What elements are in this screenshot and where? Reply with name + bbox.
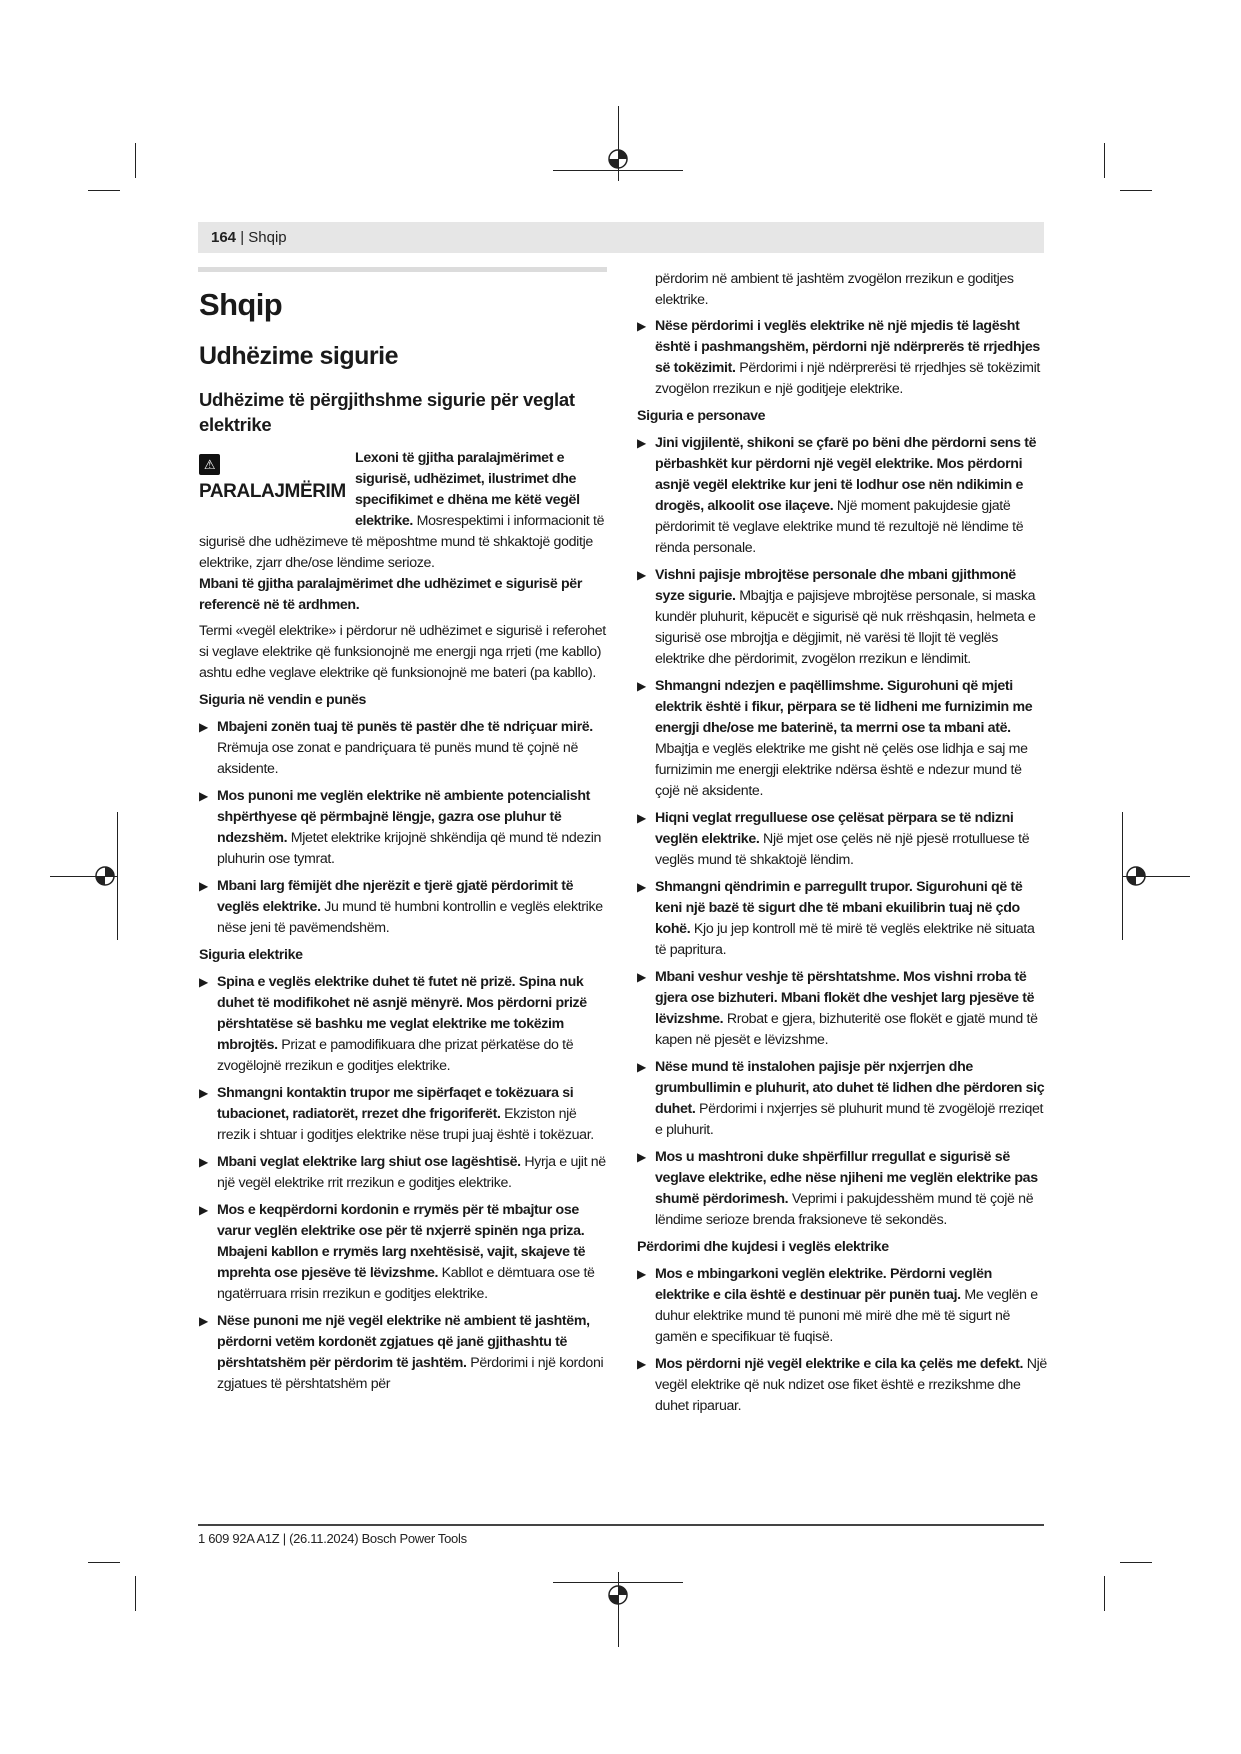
item-text: Mjetet elektrike krijojnë shkëndija që mund të ndezin pluhurin ose tymrat. bbox=[217, 830, 602, 867]
item-text: Veprimi i pakujdesshëm mund të çojë në lëndime serioze brenda fraksioneve të sekondës. bbox=[655, 1191, 1034, 1228]
registration-target-icon bbox=[1124, 864, 1148, 888]
term-definition: Termi «vegël elektrike» i përdorur në udhëzimet e sigurisë i referohet si veglave elektrike që funksionojnë me energji nga rrjeti (me kabllo) ashtu edhe veglave elektrike që funksionojnë me bateri (pa kabllo). bbox=[199, 623, 606, 681]
item-text: Kjo ju jep kontroll më të mirë të veglës elektrike në situata të papritura. bbox=[655, 921, 1035, 958]
footer-rule bbox=[198, 1524, 1044, 1526]
item-bold: Vishni pajisje mbrojtëse personale dhe mbani gjithmonë syze sigurie. bbox=[655, 567, 1016, 604]
bullet-triangle-icon: ▶ bbox=[637, 1150, 646, 1164]
list-item bbox=[637, 1264, 1047, 1348]
item-text: Përdorimi i një ndërprerësi të rrjedhjes së tokëzimit zvogëlon rrezikun e një goditjeje elektrike. bbox=[655, 360, 1040, 397]
crop-mark-br-v bbox=[1104, 1576, 1105, 1611]
crop-mark-tl-v bbox=[135, 143, 136, 178]
item-bold: Mbani larg fëmijët dhe njerëzit e tjerë gjatë përdorimit të veglës elektrike. bbox=[217, 878, 574, 915]
crop-mark-bl-h bbox=[88, 1562, 120, 1563]
list-item bbox=[199, 1311, 611, 1395]
page-header-band bbox=[198, 222, 1044, 253]
item-bold: Mos e mbingarkoni veglën elektrike. Përdorni veglën elektrike e cila është e destinuar për punën tuaj. bbox=[655, 1266, 992, 1303]
bullet-triangle-icon: ▶ bbox=[637, 1060, 646, 1074]
item-bold: Nëse përdorimi i veglës elektrike në një mjedis të lagësht është i pashmangshëm, përdorni një ndërprerës të rrjedhjes së tokëzimit. bbox=[655, 318, 1040, 376]
left-column bbox=[199, 272, 611, 1401]
list-item bbox=[637, 676, 1047, 802]
item-bold: Hiqni veglat rregulluese ose çelësat përpara se të ndizni veglën elektrike. bbox=[655, 810, 1014, 847]
continued-text: përdorim në ambient të jashtëm zvogëlon rrezikun e goditjes elektrike. bbox=[655, 271, 1014, 308]
bullet-triangle-icon: ▶ bbox=[199, 1314, 208, 1328]
bullet-triangle-icon: ▶ bbox=[199, 720, 208, 734]
item-text: Me veglën e duhur elektrike mund të punoni më mirë dhe më të sigurt në gamën e specifikuar të fuqisë. bbox=[655, 1287, 1038, 1345]
item-text: Mbajtja e pajisjeve mbrojtëse personale, si maska kundër pluhurit, këpucët e sigurisë që nuk rrëshqasin, helmeta e sigurisë ose mbrojtja e dëgjimit, në varësi të llojit të veglës elektrike dhe përdorimit, zvogëlon rrezikun e lëndimit. bbox=[655, 588, 1036, 667]
list-item bbox=[199, 972, 611, 1077]
keep-instructions: Mbani të gjitha paralajmërimet dhe udhëzimet e sigurisë për referencë në të ardhmen. bbox=[199, 576, 583, 613]
item-text: Ju mund të humbni kontrollin e veglës elektrike nëse jeni të pavëmendshëm. bbox=[217, 899, 603, 936]
reg-line-left-v bbox=[117, 812, 118, 940]
page-title: Shqip bbox=[199, 287, 283, 322]
warning-word: PARALAJMËRIM bbox=[199, 481, 346, 502]
page-footer: 1 609 92A A1Z | (26.11.2024) Bosch Power Tools bbox=[198, 1531, 467, 1546]
item-bold: Mos e keqpërdorni kordonin e rrymës për të mbajtur ose varur veglën elektrike ose për të nxjerrë spinën nga priza. Mbajeni kabllon e rrymës larg nxehtësisë, vajit, skajeve të mprehta ose pjesëve të lëvizshme. bbox=[217, 1202, 586, 1281]
crop-mark-tr-v bbox=[1104, 143, 1105, 178]
item-bold: Mos u mashtroni duke shpërfillur rregullat e sigurisë së veglave elektrike, edhe nëse njiheni me veglën elektrike pas shumë përdorimesh. bbox=[655, 1149, 1038, 1207]
item-bold: Jini vigjilentë, shikoni se çfarë po bëni dhe përdorni sens të përbashkët kur përdorni një vegël elektrike. Mos përdorni asnjë vegël elektrike kur jeni të lodhur ose nën ndikimin e drogës, alkoolit ose ilaçeve. bbox=[655, 435, 1037, 514]
bullet-triangle-icon: ▶ bbox=[199, 1155, 208, 1169]
item-text: Përdorimi i një kordoni zgjatues të përshtatshëm për bbox=[217, 1355, 604, 1392]
list-item bbox=[637, 1057, 1047, 1141]
warning-bold-text: Lexoni të gjitha paralajmërimet e sigurisë, udhëzimet, ilustrimet dhe specifikimet e dhëna me këtë vegël elektrike. bbox=[355, 450, 580, 529]
list-item bbox=[637, 808, 1047, 871]
warning-triangle-icon: ⚠ bbox=[199, 454, 220, 475]
section-title: Siguria elektrike bbox=[199, 947, 303, 963]
item-bold: Nëse punoni me një vegël elektrike në ambient të jashtëm, përdorni vetëm kordonët zgjatues që janë gjithashtu të përshtatshëm për përdorim të jashtëm. bbox=[217, 1313, 590, 1371]
bullet-triangle-icon: ▶ bbox=[637, 880, 646, 894]
item-bold: Shmangni qëndrimin e parregullt trupor. Sigurohuni që të keni një bazë të sigurt dhe të mbani ekuilibrin tuaj në çdo kohë. bbox=[655, 879, 1023, 937]
item-bold: Shmangni kontaktin trupor me sipërfaqet e tokëzuara si tubacionet, radiatorët, rrezet dhe frigoriferët. bbox=[217, 1085, 574, 1122]
item-bold: Spina e veglës elektrike duhet të futet në prizë. Spina nuk duhet të modifikohet në asnjë mënyrë. Mos përdorni prizë përshtatëse së bashku me veglat elektrike me tokëzim mbrojtës. bbox=[217, 974, 587, 1053]
item-text: Rrëmuja ose zonat e pandriçuara të punës mund të çojnë në aksidente. bbox=[217, 740, 578, 777]
left-section-electrical bbox=[199, 945, 611, 1395]
item-bold: Shmangni ndezjen e paqëllimshme. Sigurohuni që mjeti elektrik është i fikur, përpara se të lidheni me furnizimin me energji dhe/ose me baterinë, ta merrni ose ta mbani atë. bbox=[655, 678, 1033, 736]
item-bold: Mos përdorni një vegël elektrike e cila ka çelës me defekt. bbox=[655, 1356, 1024, 1372]
item-bold: Mbani veshur veshje të përshtatshme. Mos vishni rroba të gjera ose bizhuteri. Mbani flokët dhe veshjet larg pjesëve të lëvizshme. bbox=[655, 969, 1035, 1027]
item-text: Përdorimi i nxjerrjes së pluhurit mund të zvogëlojë rreziqet e pluhurit. bbox=[655, 1101, 1044, 1138]
bullet-triangle-icon: ▶ bbox=[637, 436, 646, 450]
section-title: Siguria në vendin e punës bbox=[199, 692, 367, 708]
crop-mark-br-h bbox=[1120, 1562, 1152, 1563]
list-item bbox=[637, 967, 1047, 1051]
reg-line-right-v bbox=[1122, 812, 1123, 940]
right-section-personal bbox=[637, 406, 1047, 1231]
item-text: Rrobat e gjera, bizhuteritë ose flokët e gjatë mund të kapen në pjesët e lëvizshme. bbox=[655, 1011, 1038, 1048]
bullet-triangle-icon: ▶ bbox=[637, 1267, 646, 1281]
item-text: Një vegël elektrike që nuk ndizet ose fiket është e rrezikshme dhe duhet riparuar. bbox=[655, 1356, 1047, 1414]
registration-target-icon bbox=[93, 864, 117, 888]
list-item bbox=[637, 1147, 1047, 1231]
right-section-use-care bbox=[637, 1237, 1047, 1417]
page-subtitle: Udhëzime sigurie bbox=[199, 342, 398, 370]
bullet-triangle-icon: ▶ bbox=[199, 789, 208, 803]
page-header bbox=[211, 229, 287, 246]
bullet-triangle-icon: ▶ bbox=[637, 679, 646, 693]
right-column bbox=[637, 269, 1047, 1423]
warning-label bbox=[199, 448, 355, 512]
list-item bbox=[199, 1083, 611, 1146]
list-item bbox=[637, 565, 1047, 670]
list-item bbox=[199, 876, 611, 939]
bullet-triangle-icon: ▶ bbox=[637, 319, 646, 333]
list-item bbox=[199, 786, 611, 870]
item-bold: Mbani veglat elektrike larg shiut ose lagështisë. bbox=[217, 1154, 521, 1170]
item-text: Ekziston një rrezik i shtuar i goditjes elektrike nëse trupi juaj është i tokëzuar. bbox=[217, 1106, 594, 1143]
bullet-triangle-icon: ▶ bbox=[199, 1203, 208, 1217]
left-section-workplace bbox=[199, 690, 611, 939]
bullet-triangle-icon: ▶ bbox=[637, 1357, 646, 1371]
item-text: Një mjet ose çelës në një pjesë rrotulluese të veglës mund të shkaktojë lëndim. bbox=[655, 831, 1030, 868]
header-section: Shqip bbox=[248, 229, 287, 246]
bullet-triangle-icon: ▶ bbox=[637, 970, 646, 984]
item-text: Prizat e pamodifikuara dhe prizat përkatëse do të zvogëlojnë rrezikun e goditjes elektrike. bbox=[217, 1037, 574, 1074]
bullet-triangle-icon: ▶ bbox=[637, 811, 646, 825]
section-title: Përdorimi dhe kujdesi i veglës elektrike bbox=[637, 1239, 889, 1255]
item-bold: Mos punoni me veglën elektrike në ambiente potencialisht shpërthyese që përmbajnë lëngje, gazra ose pluhur të ndezshëm. bbox=[217, 788, 591, 846]
bullet-triangle-icon: ▶ bbox=[637, 568, 646, 582]
item-text: Një moment pakujdesie gjatë përdorimit të veglave elektrike mund të rezultojë në lëndime të rënda personale. bbox=[655, 498, 1024, 556]
item-bold: Mbajeni zonën tuaj të punës të pastër dhe të ndriçuar mirë. bbox=[217, 719, 593, 735]
header-separator: | bbox=[236, 229, 249, 246]
list-item bbox=[637, 877, 1047, 961]
section-title: Siguria e personave bbox=[637, 408, 766, 424]
item-bold: Nëse mund të instalohen pajisje për nxjerrjen dhe grumbullimin e pluhurit, ato duhet të lidhen dhe përdoren siç duhet. bbox=[655, 1059, 1045, 1117]
list-item bbox=[199, 1152, 611, 1194]
list-item bbox=[637, 1354, 1047, 1417]
crop-mark-tl-h bbox=[88, 190, 120, 191]
bullet-triangle-icon: ▶ bbox=[199, 1086, 208, 1100]
crop-mark-tr-h bbox=[1120, 190, 1152, 191]
list-item bbox=[637, 316, 1047, 400]
registration-target-icon bbox=[606, 1583, 630, 1607]
warning-block bbox=[199, 448, 611, 574]
list-item bbox=[199, 1200, 611, 1305]
bullet-triangle-icon: ▶ bbox=[199, 975, 208, 989]
warning-normal-text: Mosrespektimi i informacionit të sigurisë dhe udhëzimeve të mëposhtme mund të shkaktojë goditje elektrike, zjarr dhe/ose lëndime serioze. bbox=[199, 513, 605, 571]
page-number: 164 bbox=[211, 229, 237, 246]
item-text: Mbajtja e veglës elektrike me gisht në çelës ose lidhja e saj me furnizimin me energji elektrike ndërsa është e ndezur mund të çojë në aksidente. bbox=[655, 741, 1028, 799]
section-heading: Udhëzime të përgjithshme sigurie për veglat elektrike bbox=[199, 389, 575, 435]
list-item bbox=[637, 433, 1047, 559]
crop-mark-bl-v bbox=[135, 1576, 136, 1611]
item-text: Kabllot e dëmtuara ose të ngatërruara rrisin rrezikun e goditjes elektrike. bbox=[217, 1265, 595, 1302]
list-item bbox=[199, 717, 611, 780]
bullet-triangle-icon: ▶ bbox=[199, 879, 208, 893]
item-text: Hyrja e ujit në një vegël elektrike rrit rrezikun e goditjes elektrike. bbox=[217, 1154, 606, 1191]
registration-target-icon bbox=[606, 147, 630, 171]
